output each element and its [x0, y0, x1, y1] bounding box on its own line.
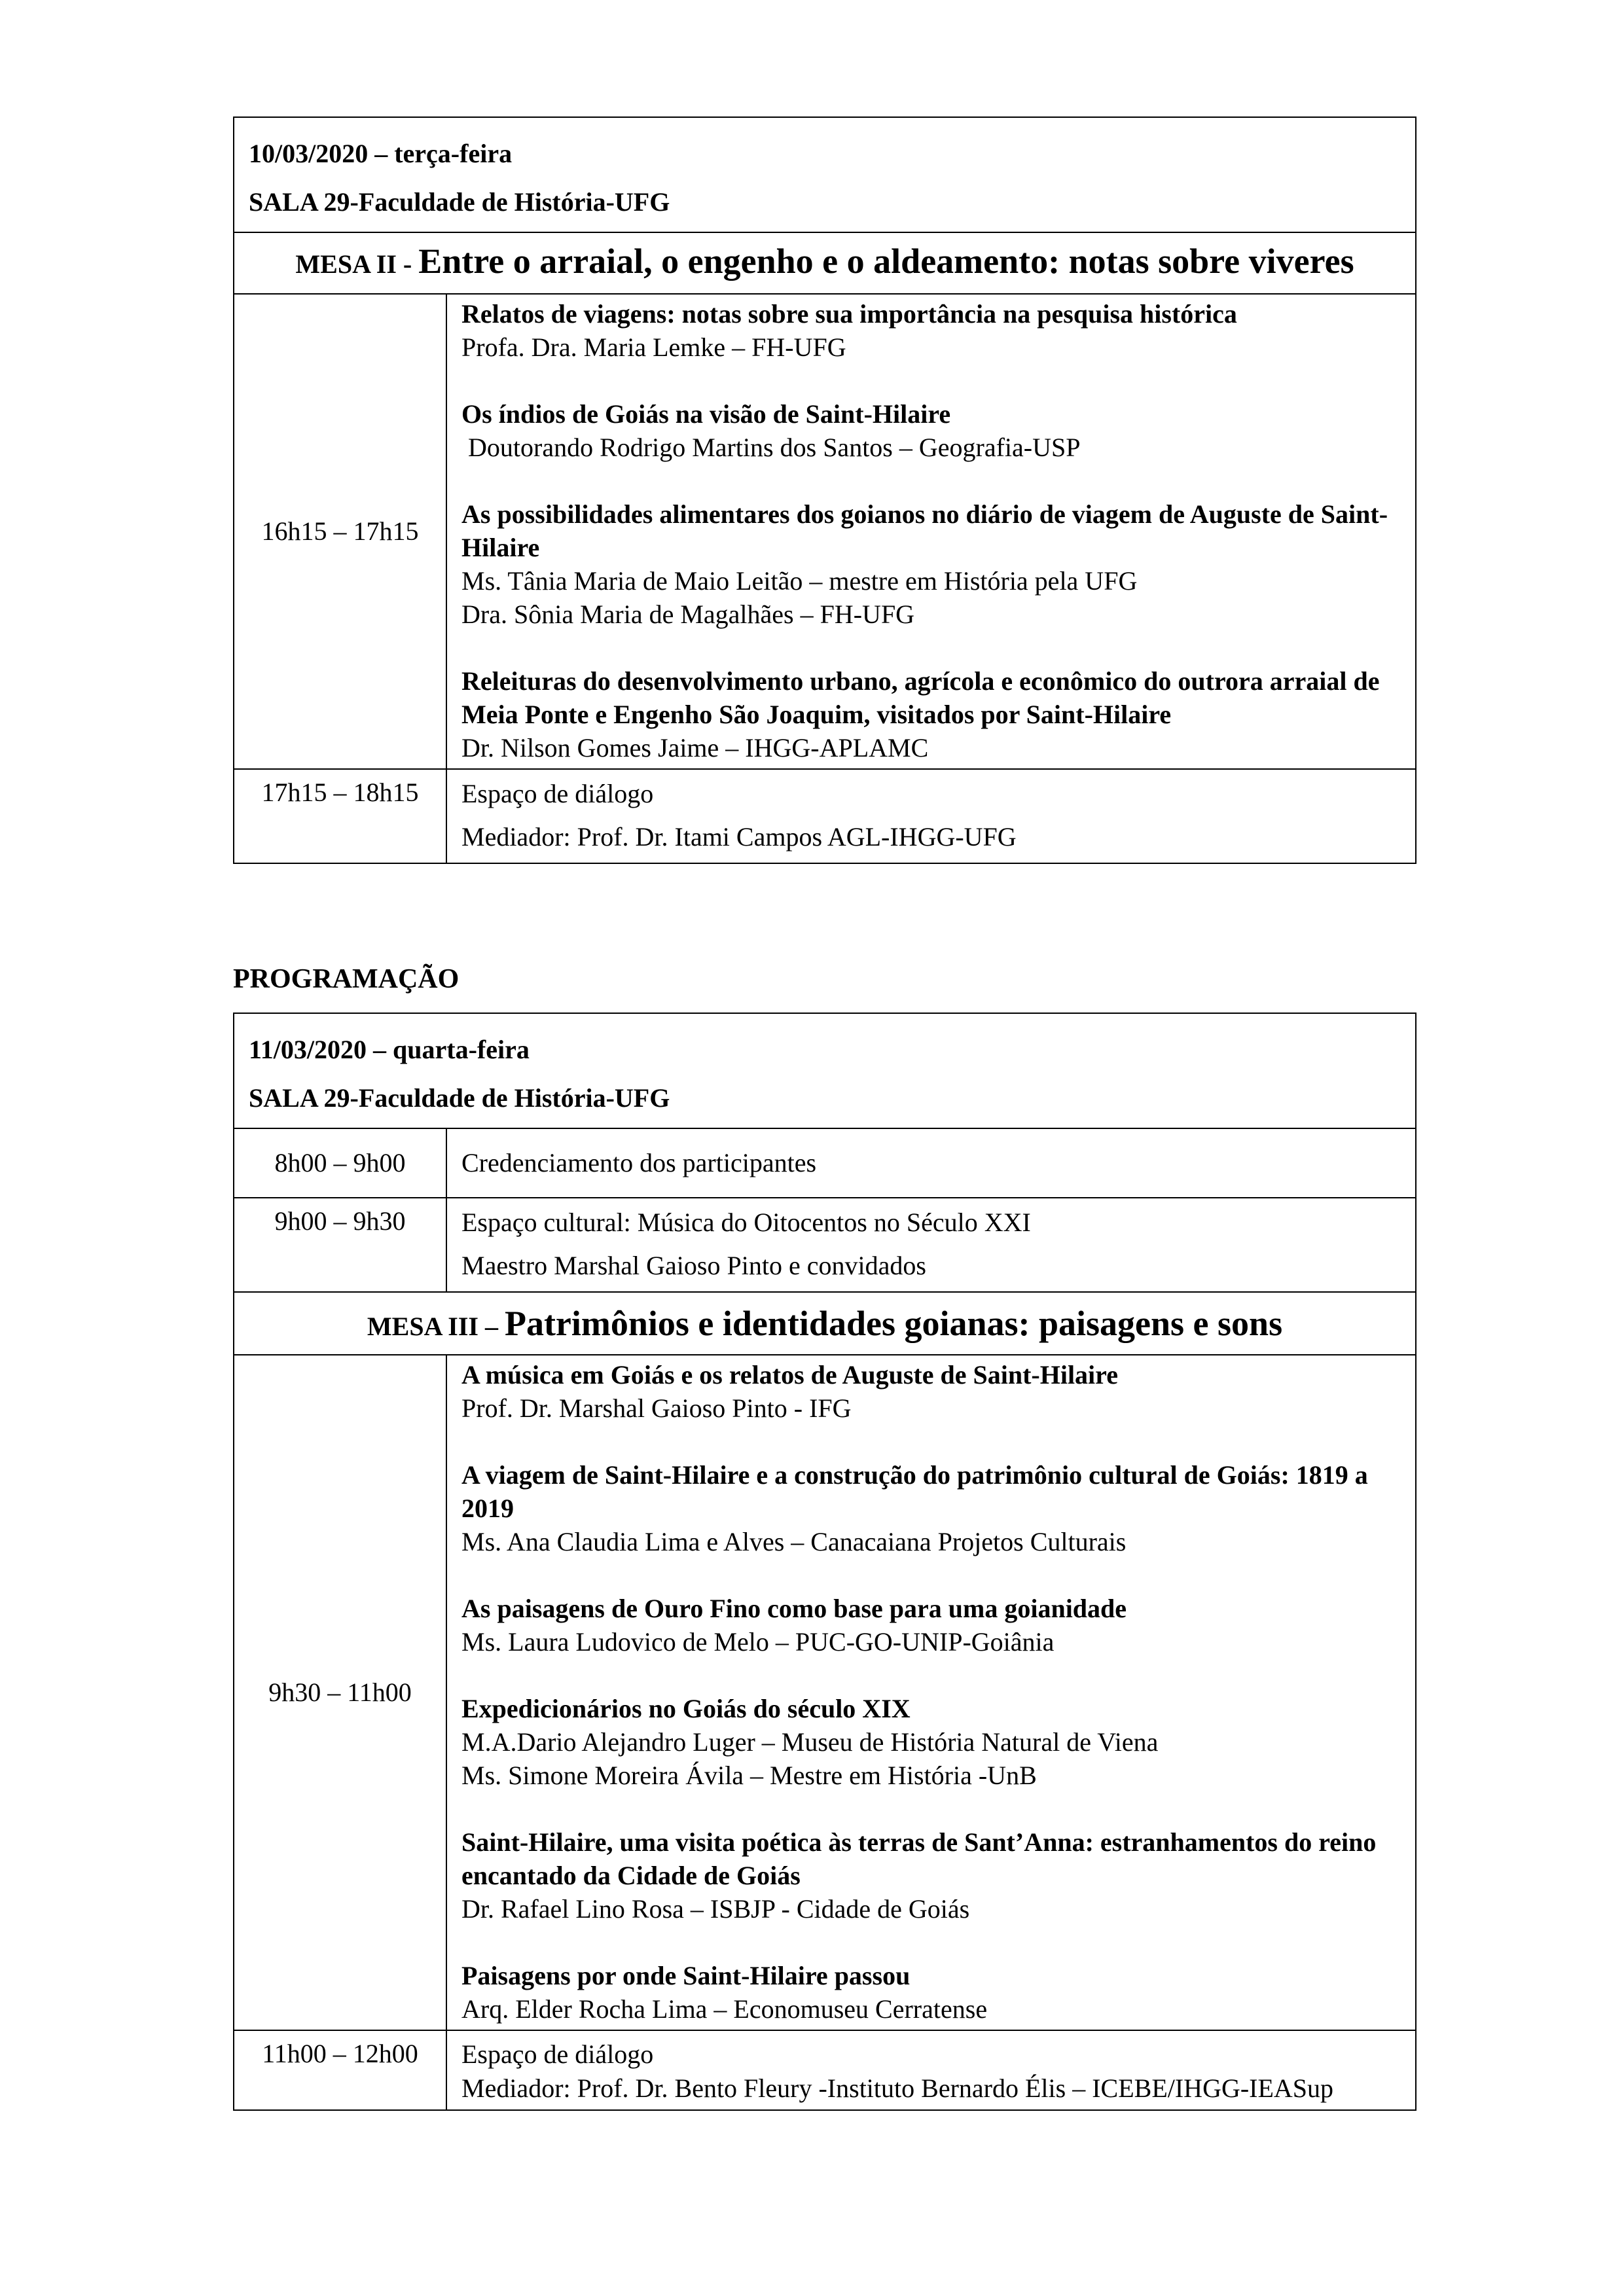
talk-title: Expedicionários no Goiás do século XIX [461, 1694, 911, 1723]
day2-cred-text: Credenciamento dos participantes [461, 1147, 817, 1177]
day2-session-row [234, 1354, 1415, 2030]
day2-room: SALA 29-Faculdade de História-UFG [249, 1083, 670, 1113]
talk-item [461, 1825, 1401, 1926]
talk-speaker: Dra. Sônia Maria de Magalhães – FH-UFG [461, 600, 915, 629]
talk-speaker: Profa. Dra. Maria Lemke – FH-UFG [461, 332, 846, 362]
day1-mesa-label: MESA II - [295, 249, 419, 279]
day1-mesa-title: Entre o arraial, o engenho e o aldeamento: notas sobre viveres [418, 242, 1354, 281]
day2-cred-row [234, 1128, 1415, 1197]
talk-speaker: M.A.Dario Alejandro Luger – Museu de História Natural de Viena [461, 1727, 1159, 1757]
talk-title: Paisagens por onde Saint-Hilaire passou [461, 1961, 911, 1990]
talk-title: A música em Goiás e os relatos de Auguste de Saint-Hilaire [461, 1360, 1118, 1390]
day1-header [234, 118, 1415, 232]
day1-mesa-row [234, 232, 1415, 293]
day2-dialog-time: 11h00 – 12h00 [234, 2031, 447, 2109]
day1-session-time: 16h15 – 17h15 [234, 295, 447, 768]
day1-talks [447, 295, 1415, 768]
day2-cultural-row [234, 1197, 1415, 1291]
day1-dialog-time: 17h15 – 18h15 [234, 770, 447, 863]
day2-cult-line1: Espaço cultural: Música do Oitocentos no Século XXI [461, 1208, 1031, 1237]
day2-talks [447, 1355, 1415, 2030]
talk-title: As paisagens de Ouro Fino como base para uma goianidade [461, 1594, 1127, 1623]
day2-mesa-label: MESA III – [367, 1312, 505, 1341]
talk-item [461, 664, 1401, 764]
programacao-heading: PROGRAMAÇÃO [233, 964, 460, 994]
day2-mesa-title: Patrimônios e identidades goianas: paisagens e sons [504, 1304, 1283, 1343]
talk-speaker: Prof. Dr. Marshal Gaioso Pinto - IFG [461, 1393, 852, 1423]
talk-speaker: Doutorando Rodrigo Martins dos Santos – Geografia-USP [461, 433, 1081, 462]
talk-title: Releituras do desenvolvimento urbano, agrícola e econômico do outrora arraial de Meia Ponte e Engenho São Joaquim, visitados por Saint-Hilaire [461, 666, 1380, 729]
day1-session-row [234, 293, 1415, 768]
day2-table [233, 1013, 1416, 2111]
talk-title: Saint-Hilaire, uma visita poética às terras de Sant’Anna: estranhamentos do reino encantado da Cidade de Goiás [461, 1827, 1377, 1890]
day2-cred-time: 8h00 – 9h00 [234, 1129, 447, 1197]
talk-item [461, 497, 1401, 631]
day2-cult-time: 9h00 – 9h30 [234, 1198, 447, 1291]
talk-item [461, 1959, 1401, 2026]
talk-speaker: Arq. Elder Rocha Lima – Economuseu Cerratense [461, 1994, 988, 2024]
day1-room: SALA 29-Faculdade de História-UFG [249, 187, 670, 217]
talk-speaker: Dr. Nilson Gomes Jaime – IHGG-APLAMC [461, 733, 929, 762]
talk-speaker: Ms. Laura Ludovico de Melo – PUC-GO-UNIP-Goiânia [461, 1627, 1055, 1657]
talk-title: A viagem de Saint-Hilaire e a construção do patrimônio cultural de Goiás: 1819 a 2019 [461, 1460, 1368, 1523]
talk-title: Relatos de viagens: notas sobre sua importância na pesquisa histórica [461, 299, 1237, 329]
day2-dialog-row [234, 2030, 1415, 2109]
day1-dialog-mediator: Mediador: Prof. Dr. Itami Campos AGL-IHGG-UFG [461, 822, 1017, 852]
talk-title: Os índios de Goiás na visão de Saint-Hilaire [461, 399, 951, 429]
talk-speaker: Dr. Rafael Lino Rosa – ISBJP - Cidade de Goiás [461, 1894, 970, 1924]
talk-item [461, 397, 1401, 464]
day1-table [233, 117, 1416, 864]
day2-dialog-mediator: Mediador: Prof. Dr. Bento Fleury -Instituto Bernardo Élis – ICEBE/IHGG-IEASup [461, 2073, 1334, 2103]
talk-item [461, 1458, 1401, 1558]
day2-dialog-title: Espaço de diálogo [461, 2039, 654, 2069]
talk-speaker: Ms. Tânia Maria de Maio Leitão – mestre em História pela UFG [461, 566, 1138, 596]
day1-dialog-title: Espaço de diálogo [461, 779, 654, 808]
talk-item [461, 1592, 1401, 1659]
day1-dialog-row [234, 768, 1415, 863]
day2-session-time: 9h30 – 11h00 [234, 1355, 447, 2030]
day2-header [234, 1014, 1415, 1128]
day2-mesa-row [234, 1291, 1415, 1354]
talk-item [461, 1358, 1401, 1425]
day2-cult-line2: Maestro Marshal Gaioso Pinto e convidados [461, 1251, 926, 1280]
talk-title: As possibilidades alimentares dos goianos no diário de viagem de Auguste de Saint-Hilaire [461, 499, 1388, 562]
day1-date: 10/03/2020 – terça-feira [249, 139, 513, 168]
talk-speaker: Ms. Simone Moreira Ávila – Mestre em História -UnB [461, 1761, 1037, 1790]
talk-item [461, 297, 1401, 364]
talk-speaker: Ms. Ana Claudia Lima e Alves – Canacaiana Projetos Culturais [461, 1527, 1127, 1556]
day2-date: 11/03/2020 – quarta-feira [249, 1035, 530, 1064]
talk-item [461, 1692, 1401, 1792]
